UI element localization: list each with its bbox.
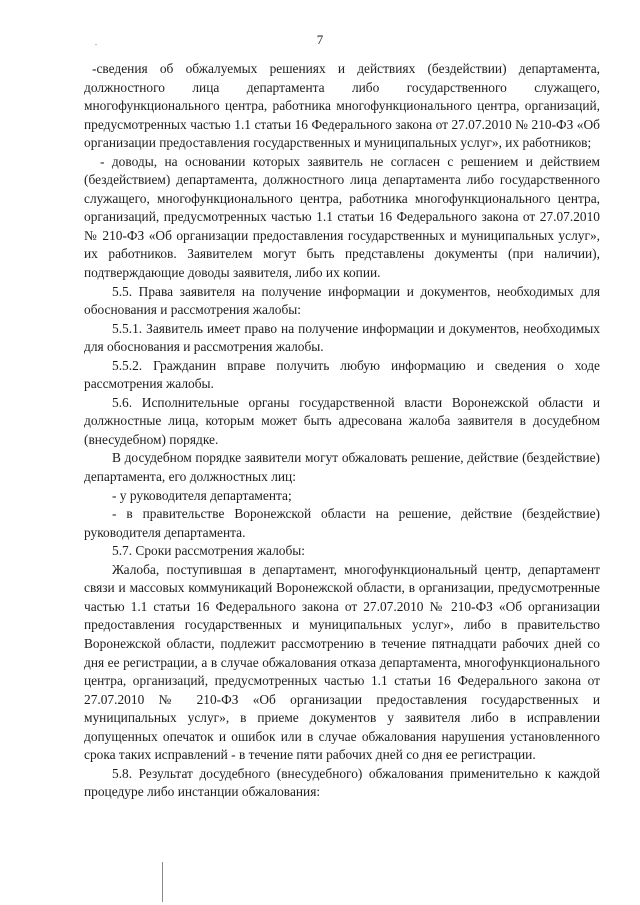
list-item-head-of-department: - у руководителя департамента; — [112, 487, 292, 503]
paragraph-5-5-1: 5.5.1. Заявитель имеет право на получение информации и документов, необходимых для обоснования и рассмотрения жалобы. — [84, 320, 600, 355]
scan-margin-line — [162, 862, 163, 902]
paragraph-5-6: 5.6. Исполнительные органы государственной власти Воронежской области и должностные лица, которым может быть адресована жалоба заявителя в досудебном (внесудебном) порядке. — [84, 394, 600, 447]
paragraph-arguments: - доводы, на основании которых заявитель не согласен с решением и действием (бездействием) департамента, должностного лица департамента либо государственного служащего, многофункционального центра, работника многофункционального центра, организаций, предусмотренных частью 1.1 статьи 16 Федерального закона от 27.07.2010 № 210-ФЗ «Об организации предоставления государственных и муниципальных услуг», их работников. Заявителем могут быть представлены документы (при наличии), подтверждающие доводы заявителя, либо их копии. — [84, 153, 600, 281]
paragraph-5-7: 5.7. Сроки рассмотрения жалобы: — [112, 543, 306, 559]
paragraph-5-8: 5.8. Результат досудебного (внесудебного) обжалования применительно к каждой процедуре либо инстанции обжалования: — [84, 765, 600, 800]
list-item-government: - в правительстве Воронежской области на решение, действие (бездействие) руководителя департамента. — [84, 506, 600, 540]
paragraph-pretrial-order: В досудебном порядке заявители могут обжаловать решение, действие (бездействие) департамента, его должностных лиц: — [84, 450, 600, 485]
document-body — [84, 60, 600, 802]
page-number: 7 — [316, 32, 324, 47]
paragraph-complaint-terms: Жалоба, поступившая в департамент, многофункциональный центр, департамент связи и массовых коммуникаций Воронежской области, в организации, предусмотренные частью 1.1 статьи 16 Федерального закона от 27.07.2010 № 210-ФЗ «Об организации предоставления государственных и муниципальных услуг», либо в правительство Воронежской области, подлежит рассмотрению в течение пятнадцати рабочих дней со дня ее регистрации, а в случае обжалования отказа департамента, многофункционального центра, организаций, предусмотренных частью 1.1 статьи 16 Федерального закона от 27.07.2010 № 210-ФЗ «Об организации предоставления государственных и муниципальных услуг», в приеме документов у заявителя либо в исправлении допущенных опечаток и ошибок или в случае обжалования нарушения установленного срока таких исправлений - в течение пяти рабочих дней со дня ее регистрации. — [84, 561, 600, 763]
paragraph-5-5-2: 5.5.2. Гражданин вправе получить любую информацию и сведения о ходе рассмотрения жалобы. — [84, 357, 600, 392]
paragraph-5-5: 5.5. Права заявителя на получение информации и документов, необходимых для обоснования и рассмотрения жалобы: — [84, 283, 600, 318]
paragraph-appealed-decisions: -сведения об обжалуемых решениях и действиях (бездействии) департамента, должностного лица департамента либо государственного служащего, многофункционального центра, работника многофункционального центра, организаций, предусмотренных частью 1.1 статьи 16 Федерального закона от 27.07.2010 № 210-ФЗ «Об организации предоставления государственных и муниципальных услуг», их работников; — [84, 61, 600, 151]
